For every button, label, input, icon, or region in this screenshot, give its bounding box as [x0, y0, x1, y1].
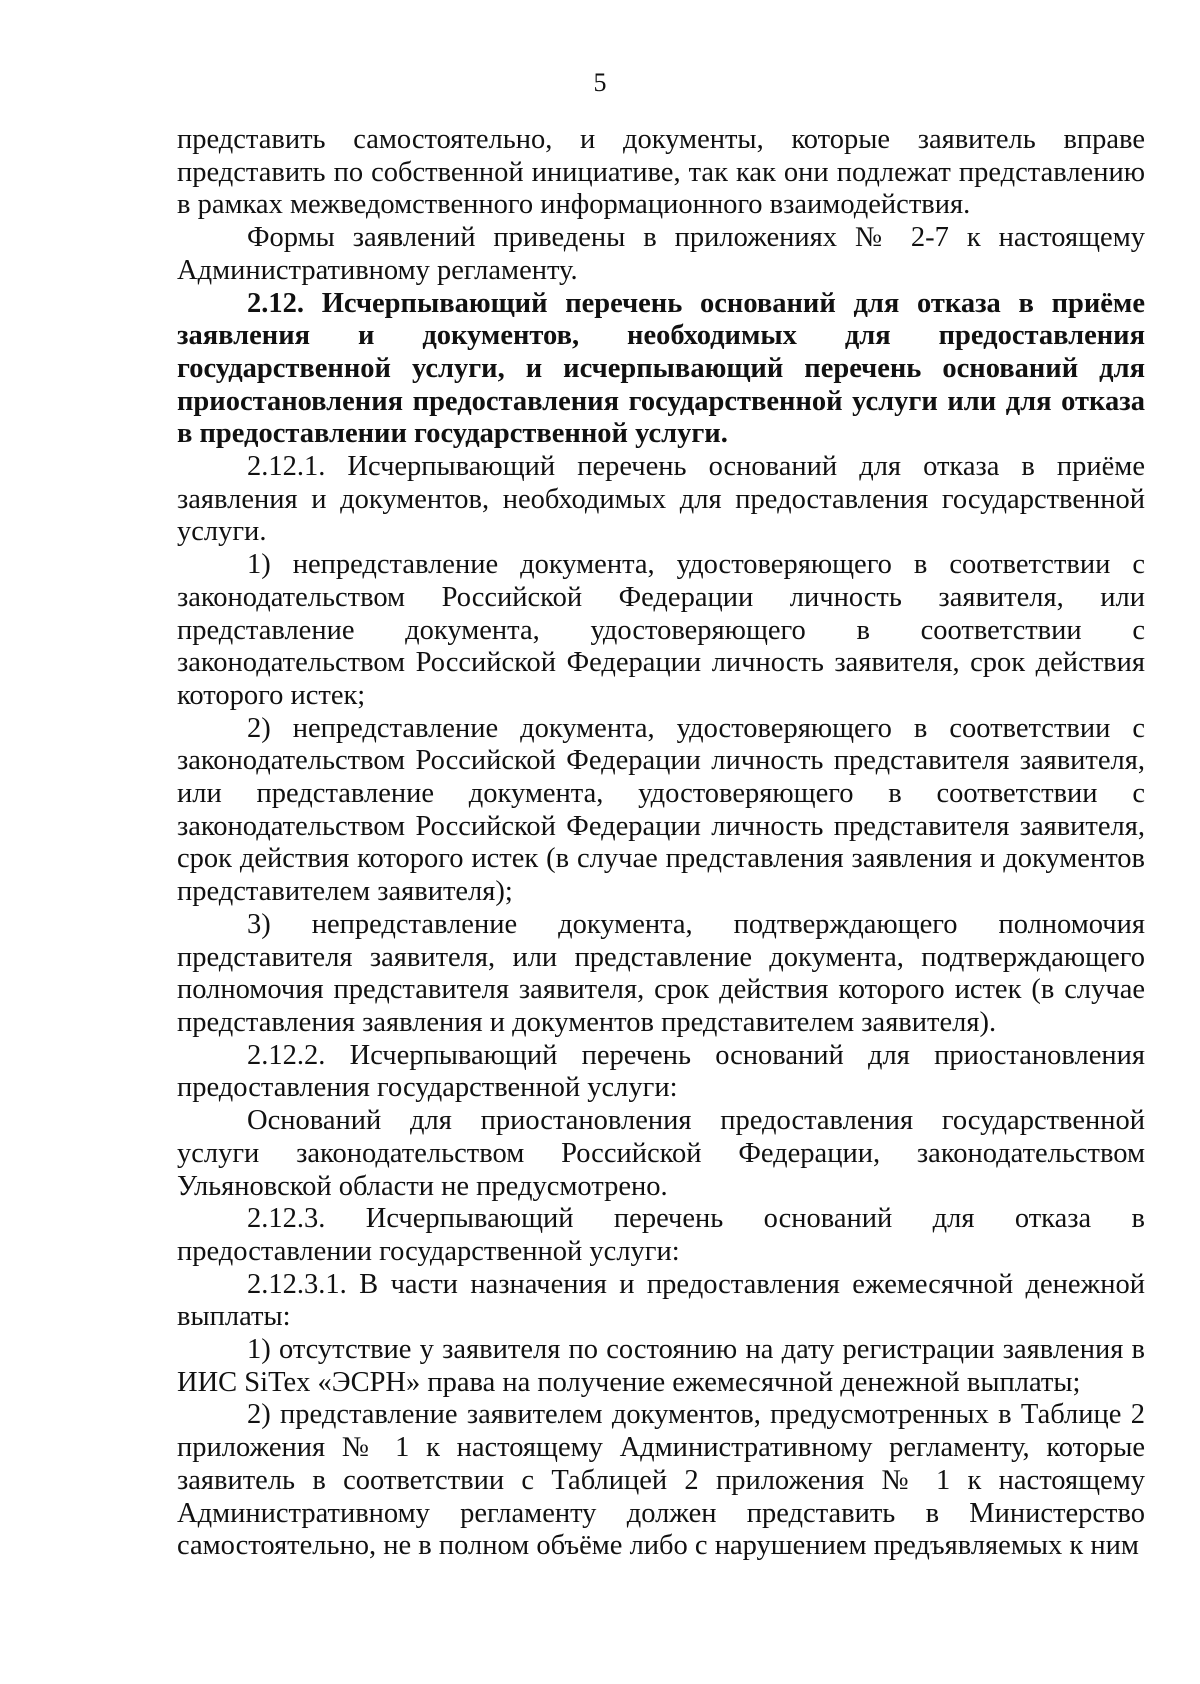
clause-2-12-3: 2.12.3. Исчерпывающий перечень оснований для отказа в предоставлении государственной услуги:	[177, 1203, 1145, 1267]
clause-2-12-1: 2.12.1. Исчерпывающий перечень оснований для отказа в приёме заявления и документов, необходимых для предоставления государственной услуги.	[177, 451, 1145, 548]
paragraph-continuation: представить самостоятельно, и документы, которые заявитель вправе представить по собственной инициативе, так как они подлежат представлению в рамках межведомственного информационного взаимодействия.	[177, 124, 1145, 221]
list-item-3: 3) непредставление документа, подтверждающего полномочия представителя заявителя, или представление документа, подтверждающего полномочия представителя заявителя, срок действия которого истек (в случае представления заявления и документов представителем заявителя).	[177, 908, 1145, 1038]
list-item-2: 2) непредставление документа, удостоверяющего в соответствии с законодательством Российской Федерации личность представителя заявителя, или представление документа, удостоверяющего в соответствии с законодательством Российской Федерации личность представителя заявителя, срок действия которого истек (в случае представления заявления и документов представителем заявителя);	[177, 712, 1145, 908]
list-item-1: 1) непредставление документа, удостоверяющего в соответствии с законодательством Российской Федерации личность заявителя, или представление документа, удостоверяющего в соответствии с законодательством Российской Федерации личность заявителя, срок действия которого истек;	[177, 549, 1145, 711]
clause-2-12-2: 2.12.2. Исчерпывающий перечень оснований для приостановления предоставления государственной услуги:	[177, 1039, 1145, 1104]
clause-2-12-3-1: 2.12.3.1. В части назначения и предоставления ежемесячной денежной выплаты:	[177, 1268, 1145, 1333]
section-heading-2-12: 2.12. Исчерпывающий перечень оснований для отказа в приёме заявления и документов, необходимых для предоставления государственной услуги, и исчерпывающий перечень оснований для приостановления предоставления государственной услуги или для отказа в предоставлении государственной услуги.	[177, 287, 1145, 450]
document-body	[177, 124, 1145, 1563]
page-number: 5	[593, 68, 607, 97]
refusal-item-2: 2) представление заявителем документов, предусмотренных в Таблице 2 приложения № 1 к настоящему Административному регламенту, которые заявитель в соответствии с Таблицей 2 приложения № 1 к настоящему Административному регламенту должен представить в Министерство самостоятельно, не в полном объёме либо с нарушением предъявляемых к ним	[177, 1399, 1145, 1562]
paragraph-no-suspension: Оснований для приостановления предоставления государственной услуги законодательством Российской Федерации, законодательством Ульяновской области не предусмотрено.	[177, 1105, 1145, 1202]
refusal-item-1: 1) отсутствие у заявителя по состоянию на дату регистрации заявления в ИИС SiTex «ЭСРН» права на получение ежемесячной денежной выплаты;	[177, 1334, 1145, 1398]
paragraph-forms: Формы заявлений приведены в приложениях № 2-7 к настоящему Административному регламенту.	[177, 222, 1145, 286]
